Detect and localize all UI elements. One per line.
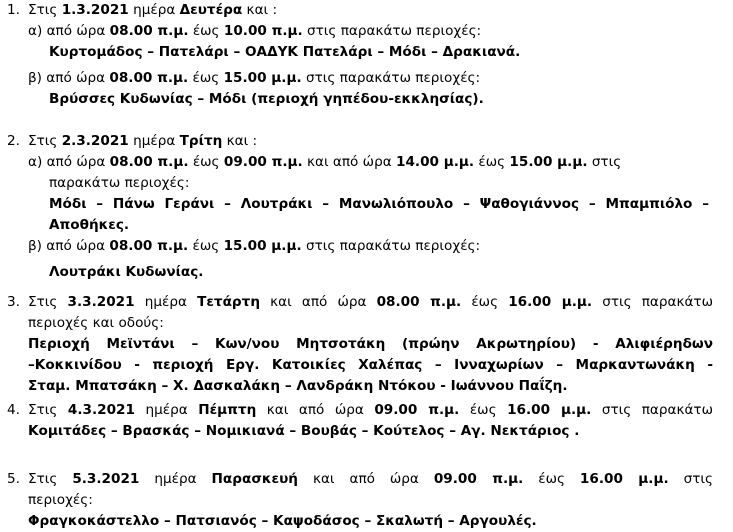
time-from: 08.00 π.μ.: [109, 154, 189, 170]
list-item-5: [0, 469, 733, 532]
item-1-sub-a: α) από ώρα 08.00 π.μ. έως 10.00 π.μ. στις παρακάτω περιοχές:: [28, 23, 482, 39]
time-to: 15.00 μ.μ.: [223, 70, 302, 86]
time-to: 09.00 π.μ.: [223, 154, 303, 170]
area-list: Μόδι – Πάνω Γεράνι – Λουτράκι – Μανωλιόπουλο – Ψαθογιάννος – Μπαμπιόλο –: [49, 196, 709, 212]
item-2-sub-a: α) από ώρα 08.00 π.μ. έως 09.00 π.μ. και από ώρα 14.00 μ.μ. έως 15.00 μ.μ. στις: [28, 154, 622, 170]
weekday: Παρασκευή: [211, 471, 298, 487]
date: 4.3.2021: [67, 402, 135, 418]
date: 1.3.2021: [61, 2, 129, 18]
list-item-3: [0, 292, 733, 397]
item-2-sub-a-cont: παρακάτω περιοχές:: [49, 175, 190, 191]
list-item-2: [0, 131, 733, 283]
area-list-cont: Σταμ. Μπατσάκη – Χ. Δασκαλάκη – Λανδράκη Ντόκου - Ιωάννου Παΐζη.: [28, 378, 568, 394]
item-2-heading: 2. Στις 2.3.2021 ημέρα Τρίτη και :: [0, 131, 733, 152]
time-from: 08.00 π.μ.: [109, 238, 189, 254]
weekday: Τετάρτη: [197, 294, 261, 310]
time-from: 08.00 π.μ.: [109, 70, 189, 86]
item-1-heading: 1. Στις 1.3.2021 ημέρα Δευτέρα και :: [0, 0, 733, 21]
time-from: 08.00 π.μ.: [109, 23, 189, 39]
time-to: 16.00 μ.μ.: [508, 294, 593, 310]
item-number: 3.: [7, 294, 20, 310]
area-list: Βρύσσες Κυδωνίας – Μόδι (περιοχή γηπέδου-εκκλησίας).: [49, 91, 484, 107]
area-list: Περιοχή Μεϊντάνι – Κων/νου Μητσοτάκη (πρώην Ακρωτηρίου) - Αλιφιέρηδων: [28, 336, 713, 352]
list-item-4: [0, 400, 733, 442]
date: 2.3.2021: [61, 133, 129, 149]
item-1-sub-b: β) από ώρα 08.00 π.μ. έως 15.00 μ.μ. στις παρακάτω περιοχές:: [28, 70, 481, 86]
area-list: Φραγκοκάστελλο – Πατσιανός – Καψοδάσος – Σκαλωτή – Αργουλές.: [28, 513, 537, 529]
item-3-heading: 3. Στις 3.3.2021 ημέρα Τετάρτη και από ώρα 08.00 π.μ. έως 16.00 μ.μ. στις παρακάτω: [0, 292, 713, 313]
weekday: Πέμπτη: [198, 402, 257, 418]
time-from-2: 14.00 μ.μ.: [395, 154, 475, 170]
time-from: 08.00 π.μ.: [376, 294, 462, 310]
area-list-cont: –Κοκκινίδου - περιοχή Εργ. Κατοικίες Χαλέπας – Ινναχωρίων – Μαρκαντωνάκη -: [28, 357, 713, 373]
time-to: 16.00 μ.μ.: [579, 471, 669, 487]
area-list: Κομιτάδες – Βρασκάς – Νομικιανά – Βουβάς – Κούτελος – Αγ. Νεκτάριος .: [28, 423, 580, 439]
item-5-heading: 5. Στις 5.3.2021 ημέρα Παρασκευή και από ώρα 09.00 π.μ. έως 16.00 μ.μ. στις: [0, 469, 713, 490]
time-from: 09.00 π.μ.: [374, 402, 460, 418]
date: 3.3.2021: [67, 294, 135, 310]
item-number: 1.: [7, 2, 20, 18]
item-number: 5.: [7, 471, 20, 487]
item-4-heading: 4. Στις 4.3.2021 ημέρα Πέμπτη και από ώρα 09.00 π.μ. έως 16.00 μ.μ. στις παρακάτω: [0, 400, 713, 421]
item-2-sub-b: β) από ώρα 08.00 π.μ. έως 15.00 μ.μ. στις παρακάτω περιοχές:: [28, 238, 481, 254]
time-to: 10.00 π.μ.: [223, 23, 303, 39]
time-from: 09.00 π.μ.: [433, 471, 524, 487]
time-to: 16.00 μ.μ.: [507, 402, 592, 418]
list-item-1: [0, 0, 733, 110]
weekday: Τρίτη: [179, 133, 223, 149]
area-list: Λουτράκι Κυδωνίας.: [49, 264, 204, 280]
item-number: 2.: [7, 133, 20, 149]
date: 5.3.2021: [72, 471, 140, 487]
item-number: 4.: [7, 402, 20, 418]
time-to-2: 15.00 μ.μ.: [509, 154, 588, 170]
item-5-cont: περιοχές:: [28, 492, 93, 508]
area-list: Κυρτομάδος – Πατελάρι – ΟΑΔΥΚ Πατελάρι – Μόδι – Δρακιανά.: [49, 44, 521, 60]
area-list-cont: Αποθήκες.: [49, 217, 130, 233]
weekday: Δευτέρα: [179, 2, 243, 18]
time-to: 15.00 μ.μ.: [223, 238, 302, 254]
item-3-cont: περιοχές και οδούς:: [28, 315, 164, 331]
